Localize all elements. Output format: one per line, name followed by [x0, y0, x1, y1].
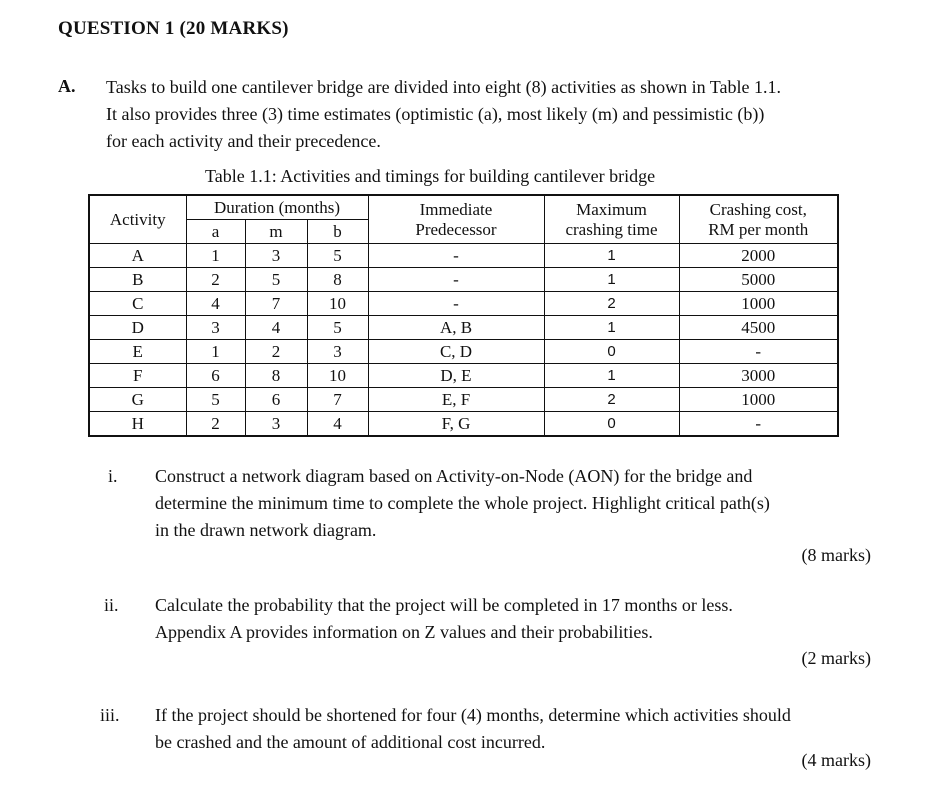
- question-i-marks: (8 marks): [801, 545, 871, 565]
- cell-a: 5: [186, 388, 245, 412]
- question-line: determine the minimum time to complete the whole project. Highlight critical path(s): [155, 493, 770, 513]
- cell-m: 2: [245, 340, 307, 364]
- cell-predecessor: A, B: [368, 316, 544, 340]
- header-predecessor: [368, 195, 544, 244]
- cell-m: 7: [245, 292, 307, 316]
- table-row: [89, 412, 838, 437]
- question-line: in the drawn network diagram.: [155, 520, 377, 540]
- header-crash-cost-line2: RM per month: [708, 219, 809, 239]
- question-line: Appendix A provides information on Z values and their probabilities.: [155, 622, 653, 642]
- cell-predecessor: F, G: [368, 412, 544, 437]
- table-row: [89, 292, 838, 316]
- cell-activity: F: [89, 364, 186, 388]
- table-row: [89, 364, 838, 388]
- question-line: be crashed and the amount of additional cost incurred.: [155, 732, 546, 752]
- question-iii-marks: (4 marks): [801, 750, 871, 770]
- header-m: m: [245, 220, 307, 244]
- header-crash-cost-line1: Crashing cost,: [709, 199, 807, 219]
- cell-b: 5: [307, 316, 368, 340]
- table-row: [89, 388, 838, 412]
- cell-predecessor: -: [368, 244, 544, 268]
- activities-table: [88, 194, 839, 437]
- cell-m: 6: [245, 388, 307, 412]
- cell-a: 6: [186, 364, 245, 388]
- cell-activity: H: [89, 412, 186, 437]
- cell-activity: B: [89, 268, 186, 292]
- header-max-crash: [544, 195, 679, 244]
- header-b: b: [307, 220, 368, 244]
- cell-max-crash: 2: [544, 388, 679, 412]
- cell-b: 8: [307, 268, 368, 292]
- question-number: iii.: [100, 705, 120, 725]
- question-text: [155, 463, 870, 544]
- cell-b: 5: [307, 244, 368, 268]
- table-row: [89, 268, 838, 292]
- cell-b: 3: [307, 340, 368, 364]
- cell-max-crash: 1: [544, 268, 679, 292]
- cell-crash-cost: 1000: [679, 292, 838, 316]
- cell-m: 3: [245, 412, 307, 437]
- cell-a: 4: [186, 292, 245, 316]
- cell-m: 5: [245, 268, 307, 292]
- cell-activity: G: [89, 388, 186, 412]
- cell-m: 4: [245, 316, 307, 340]
- cell-crash-cost: -: [679, 412, 838, 437]
- question-line: Construct a network diagram based on Activity-on-Node (AON) for the bridge and: [155, 466, 753, 486]
- intro-line: Tasks to build one cantilever bridge are divided into eight (8) activities as shown in Table 1.1.: [106, 77, 781, 97]
- cell-activity: D: [89, 316, 186, 340]
- header-max-crash-line2: crashing time: [565, 219, 658, 239]
- cell-max-crash: 2: [544, 292, 679, 316]
- table-row: [89, 244, 838, 268]
- question-heading: QUESTION 1 (20 MARKS): [58, 18, 289, 39]
- cell-b: 10: [307, 292, 368, 316]
- intro-line: It also provides three (3) time estimates (optimistic (a), most likely (m) and pessimistic (b)): [106, 104, 765, 124]
- cell-predecessor: E, F: [368, 388, 544, 412]
- section-label: A.: [58, 76, 76, 96]
- cell-crash-cost: 4500: [679, 316, 838, 340]
- cell-a: 2: [186, 412, 245, 437]
- header-predecessor-line2: Predecessor: [415, 219, 497, 239]
- header-a: a: [186, 220, 245, 244]
- cell-b: 4: [307, 412, 368, 437]
- question-text: [155, 592, 870, 646]
- question-line: Calculate the probability that the project will be completed in 17 months or less.: [155, 595, 733, 615]
- question-number: ii.: [104, 595, 119, 615]
- cell-max-crash: 1: [544, 316, 679, 340]
- cell-max-crash: 1: [544, 364, 679, 388]
- cell-max-crash: 0: [544, 340, 679, 364]
- table-caption: Table 1.1: Activities and timings for building cantilever bridge: [205, 166, 656, 186]
- cell-crash-cost: 2000: [679, 244, 838, 268]
- cell-predecessor: D, E: [368, 364, 544, 388]
- cell-activity: C: [89, 292, 186, 316]
- cell-crash-cost: 3000: [679, 364, 838, 388]
- cell-activity: E: [89, 340, 186, 364]
- table-row: [89, 340, 838, 364]
- cell-m: 3: [245, 244, 307, 268]
- cell-predecessor: -: [368, 292, 544, 316]
- cell-a: 2: [186, 268, 245, 292]
- question-ii-marks: (2 marks): [801, 648, 871, 668]
- cell-crash-cost: 5000: [679, 268, 838, 292]
- cell-crash-cost: 1000: [679, 388, 838, 412]
- cell-a: 3: [186, 316, 245, 340]
- cell-b: 7: [307, 388, 368, 412]
- intro-line: for each activity and their precedence.: [106, 131, 381, 151]
- section-intro: [106, 74, 872, 155]
- cell-a: 1: [186, 244, 245, 268]
- header-activity: Activity: [89, 195, 186, 244]
- cell-activity: A: [89, 244, 186, 268]
- cell-max-crash: 1: [544, 244, 679, 268]
- cell-crash-cost: -: [679, 340, 838, 364]
- header-max-crash-line1: Maximum: [576, 199, 647, 219]
- header-duration: Duration (months): [186, 195, 368, 220]
- question-text: [155, 702, 870, 756]
- cell-predecessor: C, D: [368, 340, 544, 364]
- header-predecessor-line1: Immediate: [419, 199, 493, 219]
- header-crash-cost: [679, 195, 838, 244]
- table-row: [89, 316, 838, 340]
- cell-a: 1: [186, 340, 245, 364]
- cell-m: 8: [245, 364, 307, 388]
- cell-max-crash: 0: [544, 412, 679, 437]
- question-number: i.: [108, 466, 118, 486]
- question-line: If the project should be shortened for four (4) months, determine which activities should: [155, 705, 791, 725]
- cell-b: 10: [307, 364, 368, 388]
- cell-predecessor: -: [368, 268, 544, 292]
